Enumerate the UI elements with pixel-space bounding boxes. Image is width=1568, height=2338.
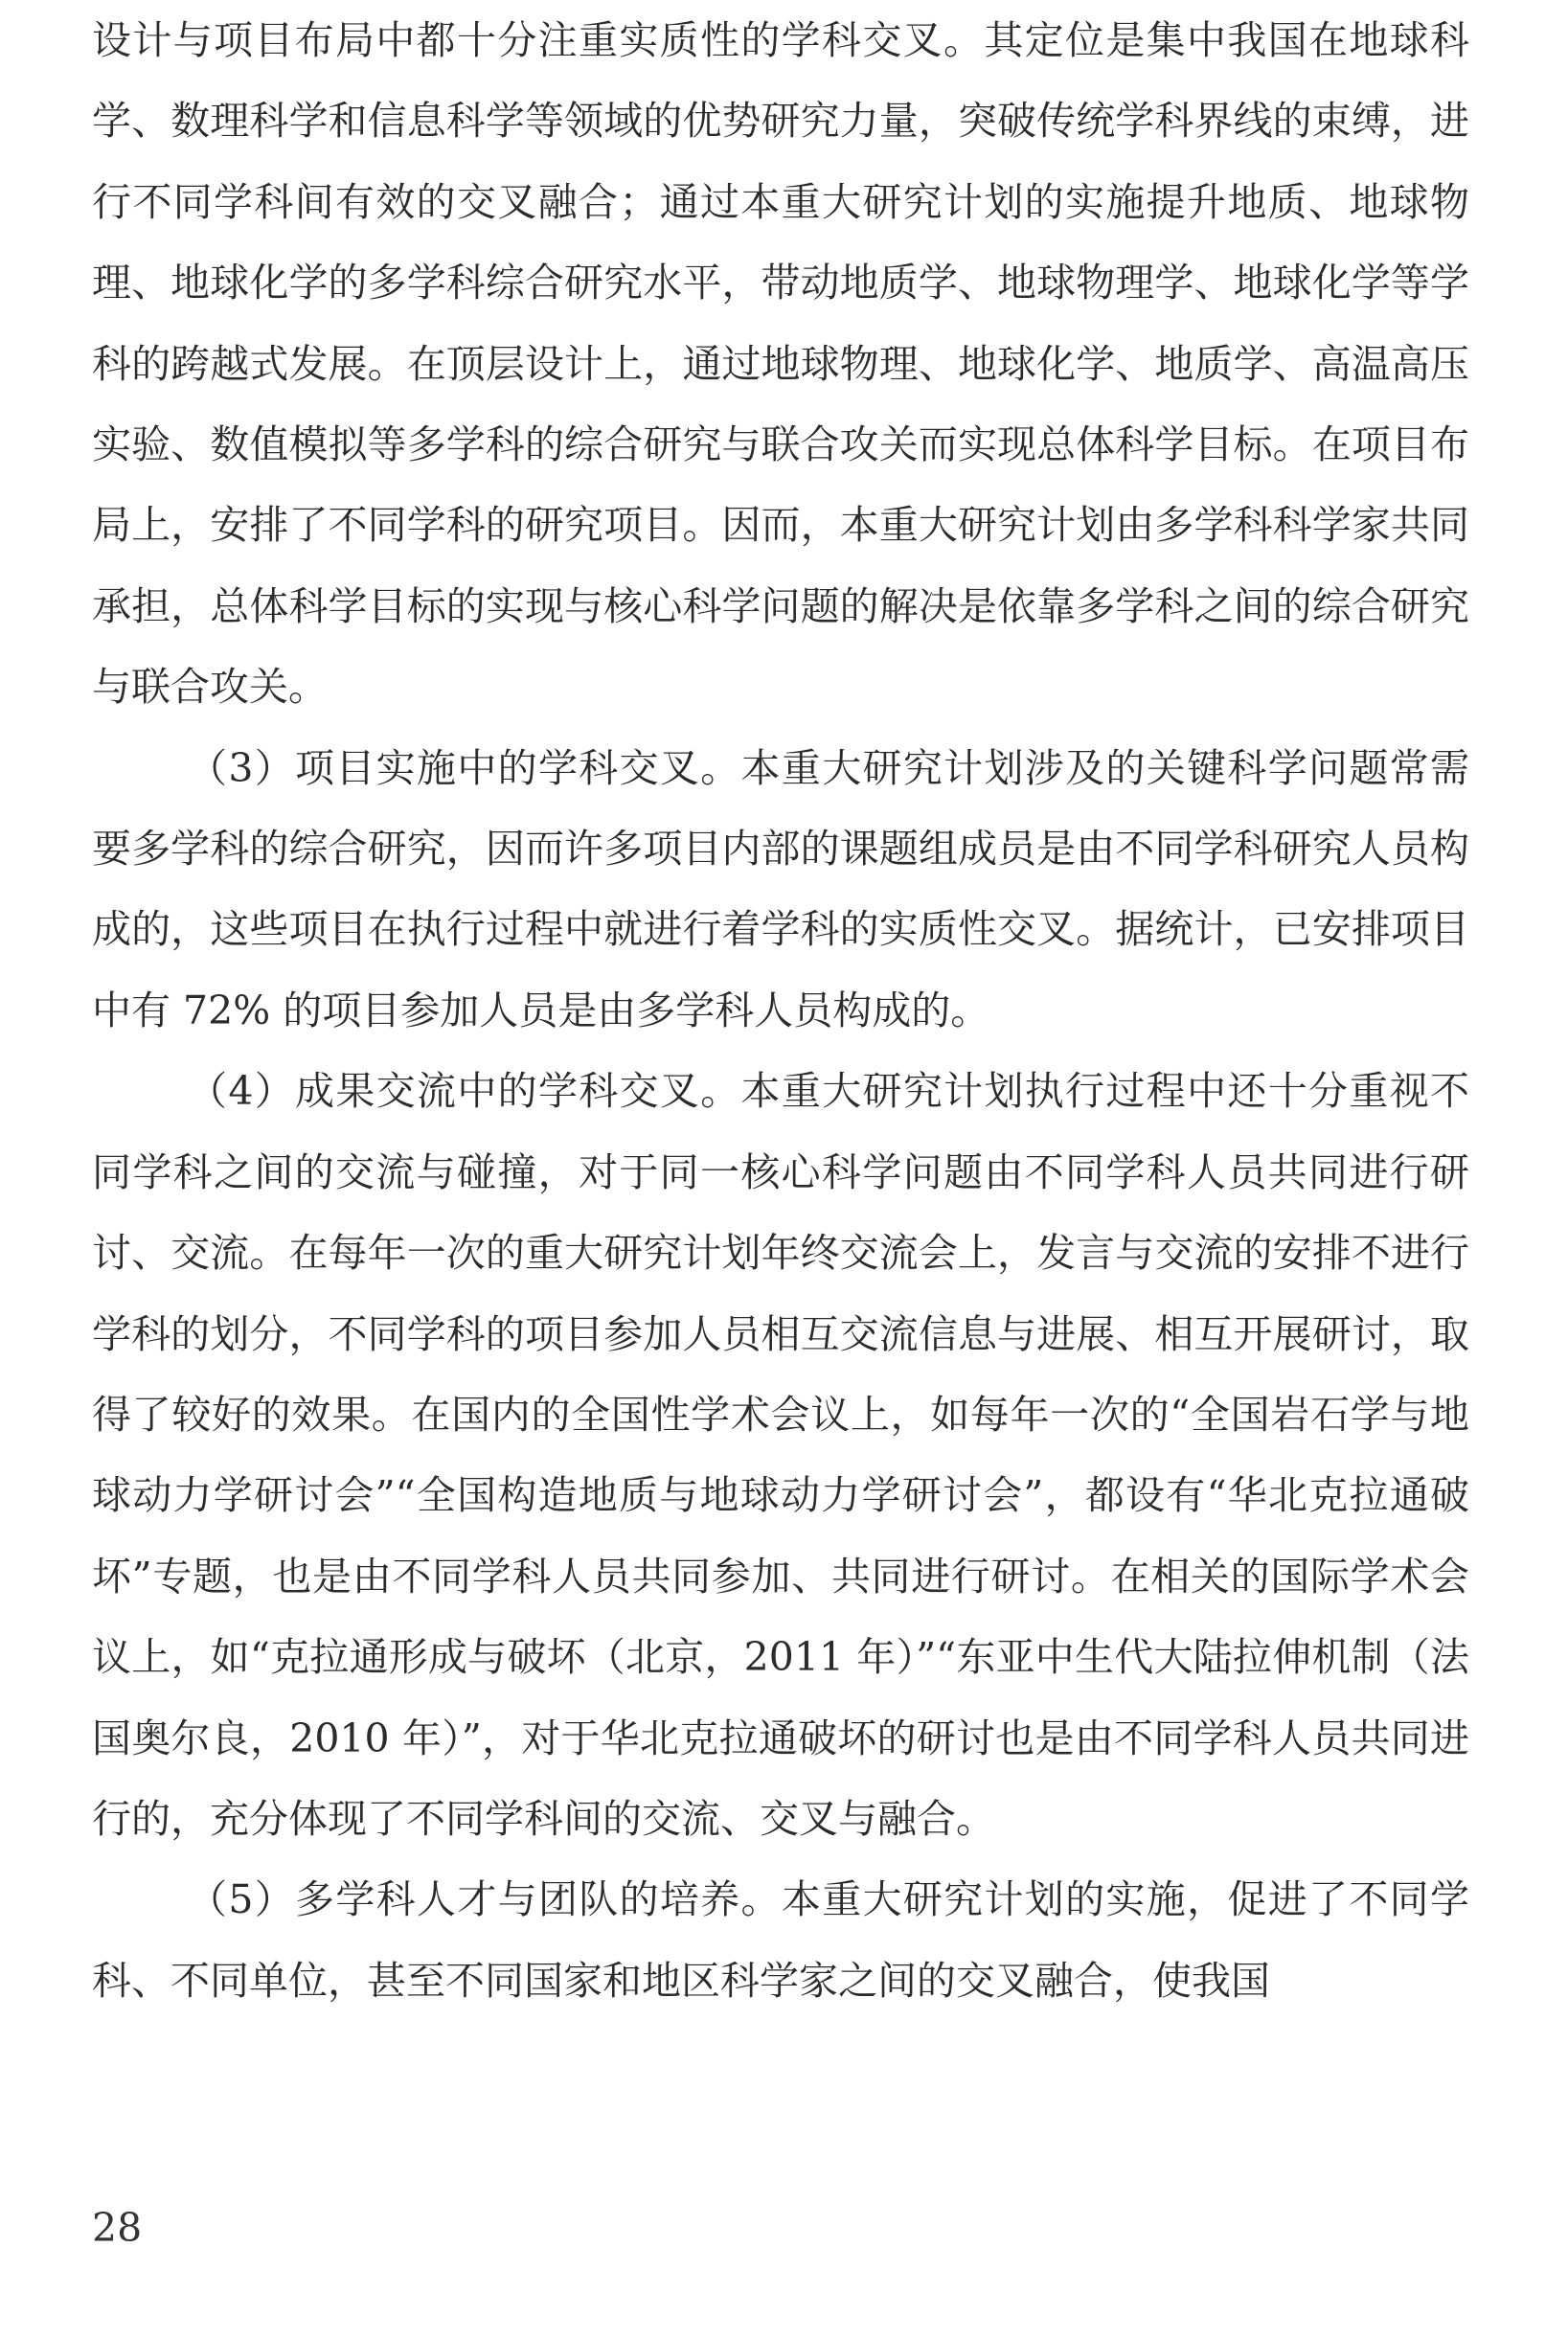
body-text	[92, 0, 1469, 2021]
paragraph-item-4: （4）成果交流中的学科交叉。本重大研究计划执行过程中还十分重视不同学科之间的交流与碰撞，对于同一核心科学问题由不同学科人员共同进行研讨、交流。在每年一次的重大研究计划年终交流会上，发言与交流的安排不进行学科的划分，不同学科的项目参加人员相互交流信息与进展、相互开展研讨，取得了较好的效果。在国内的全国性学术会议上，如每年一次的“全国岩石学与地球动力学研讨会”“全国构造地质与地球动力学研讨会”，都设有“华北克拉通破坏”专题，也是由不同学科人员共同参加、共同进行研讨。在相关的国际学术会议上，如“克拉通形成与破坏（北京，2011 年）”“东亚中生代大陆拉伸机制（法国奥尔良，2010 年）”，对于华北克拉通破坏的研讨也是由不同学科人员共同进行的，充分体现了不同学科间的交流、交叉与融合。	[92, 1068, 1469, 1842]
paragraph-item-3: （3）项目实施中的学科交叉。本重大研究计划涉及的关键科学问题常需要多学科的综合研究，因而许多项目内部的课题组成员是由不同学科研究人员构成的，这些项目在执行过程中就进行着学科的实质性交叉。据统计，已安排项目中有 72% 的项目参加人员是由多学科人员构成的。	[92, 744, 1469, 1033]
document-page	[92, 0, 1469, 2338]
paragraph-continuation: 设计与项目布局中都十分注重实质性的学科交叉。其定位是集中我国在地球科学、数理科学和信息科学等领域的优势研究力量，突破传统学科界线的束缚，进行不同学科间有效的交叉融合；通过本重大研究计划的实施提升地质、地球物理、地球化学的多学科综合研究水平，带动地质学、地球物理学、地球化学等学科的跨越式发展。在顶层设计上，通过地球物理、地球化学、地质学、高温高压实验、数值模拟等多学科的综合研究与联合攻关而实现总体科学目标。在项目布局上，安排了不同学科的研究项目。因而，本重大研究计划由多学科科学家共同承担，总体科学目标的实现与核心科学问题的解决是依靠多学科之间的综合研究与联合攻关。	[92, 17, 1469, 711]
page-number: 28	[92, 2205, 143, 2251]
paragraph-item-5: （5）多学科人才与团队的培养。本重大研究计划的实施，促进了不同学科、不同单位，甚至不同国家和地区科学家之间的交叉融合，使我国	[92, 1876, 1469, 2004]
